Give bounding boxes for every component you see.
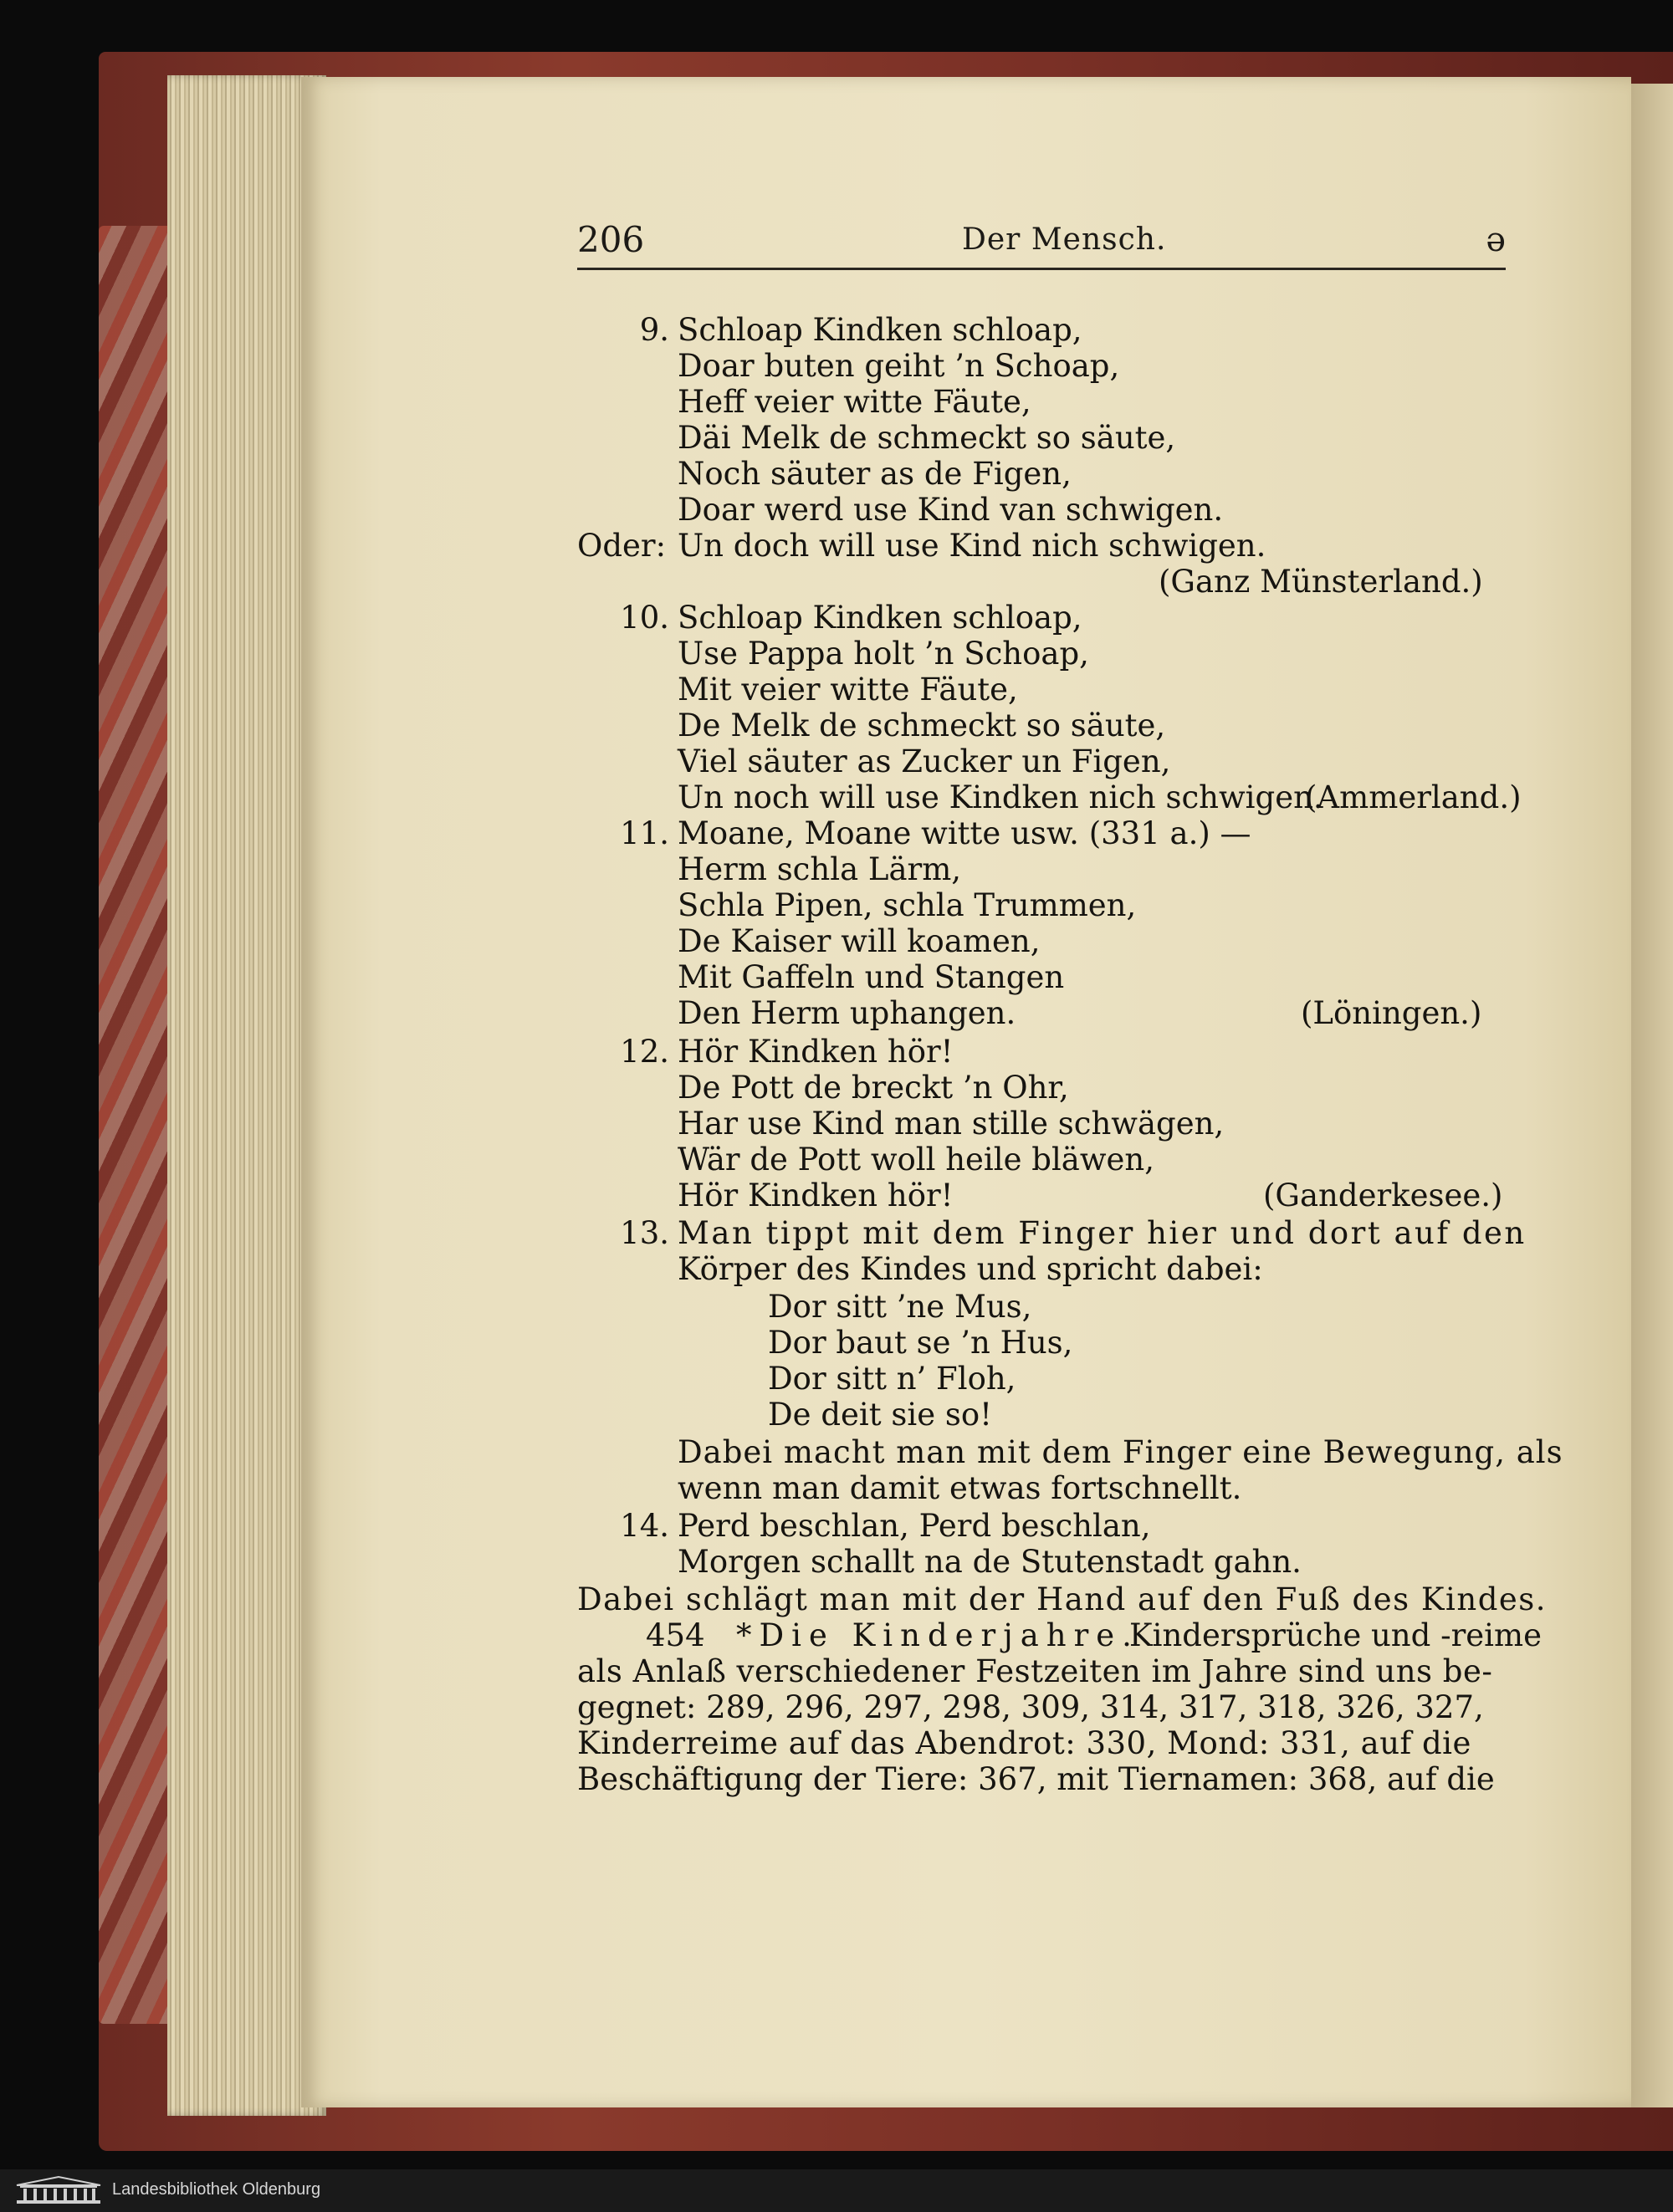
verse-line: De Melk de schmeckt so säute, [678,708,1166,743]
verse-line: Wär de Pott woll heile bläwen, [678,1142,1154,1178]
verse-line: Noch säuter as de Figen, [678,456,1072,492]
verse-line: Hör Kindken hör! [678,1034,954,1070]
prose-line: als Anlaß verschiedener Festzeiten im Jahre sind uns be- [577,1653,1493,1689]
verse-line: Un doch will use Kind nich schwigen. [678,528,1266,564]
footer-bar [0,2169,1673,2212]
verse-line: De Pott de breckt ’n Ohr, [678,1070,1069,1106]
verse-line: Däi Melk de schmeckt so säute, [678,420,1176,456]
library-name: Landesbibliothek Oldenburg [112,2180,321,2199]
page-number: 206 [577,219,645,260]
verse-line: Dor sitt n’ Floh, [768,1361,1016,1397]
section-title: *Die Kinderjahre. [736,1617,1139,1653]
verse-line: Mit veier witte Fäute, [678,672,1018,708]
prose-line: gegnet: 289, 296, 297, 298, 309, 314, 317, 318, 326, 327, [577,1689,1484,1725]
verse-line: De Kaiser will koamen, [678,923,1041,959]
verse-line: Use Pappa holt ’n Schoap, [678,636,1089,672]
prose-line: wenn man damit etwas fortschnellt. [678,1470,1242,1506]
verse-line: Un noch will use Kindken nich schwigen. [678,779,1323,815]
verse-line: Doar werd use Kind van schwigen. [678,492,1224,528]
verse-line: Schla Pipen, schla Trummen, [678,887,1137,923]
source-note: (Ganz Münsterland.) [1159,564,1483,600]
running-title: Der Mensch. [962,222,1167,257]
verse-line: Moane, Moane witte usw. (331 a.) — [678,815,1251,851]
item-number: 11. [620,815,669,851]
verse-line: Perd beschlan, Perd beschlan, [678,1508,1151,1544]
verse-line: Schloap Kindken schloap, [678,312,1082,348]
verse-line: Schloap Kindken schloap, [678,600,1082,636]
prose-line: Kinderreime auf das Abendrot: 330, Mond: 331, auf die [577,1725,1471,1761]
section-number: 454 [646,1617,705,1653]
item-number: 12. [620,1034,669,1070]
verse-line: Mit Gaffeln und Stangen [678,959,1065,995]
oder-label: Oder: [577,528,667,564]
source-note: (Ammerland.) [1305,779,1522,815]
verse-line: Dor baut se ’n Hus, [768,1325,1073,1361]
verse-line: Doar buten geiht ’n Schoap, [678,348,1120,384]
head-mark: ǝ [1486,221,1506,259]
source-note: (Löningen.) [1301,995,1482,1031]
prose-line: Dabei schlägt man mit der Hand auf den Fuß des Kindes. [577,1581,1548,1617]
prose-line: Man tippt mit dem Finger hier und dort auf den [678,1215,1527,1251]
item-number: 9. [639,312,669,348]
verse-line: Viel säuter as Zucker un Figen, [678,743,1171,779]
item-number: 13. [620,1215,669,1251]
item-number: 10. [620,600,669,636]
item-number: 14. [620,1508,669,1544]
verse-line: Den Herm uphangen. [678,995,1016,1031]
verse-line: Herm schla Lärm, [678,851,962,887]
prose-line: Dabei macht man mit dem Finger eine Bewegung, als [678,1434,1563,1470]
library-building-icon [15,2175,102,2205]
prose-line: Körper des Kindes und spricht dabei: [678,1251,1263,1287]
verse-line: Heff veier witte Fäute, [678,384,1031,420]
verse-line: Dor sitt ’ne Mus, [768,1289,1032,1325]
verse-line: Morgen schallt na de Stutenstadt gahn. [678,1544,1302,1580]
verse-line: Har use Kind man stille schwägen, [678,1106,1225,1142]
prose-line: Beschäftigung der Tiere: 367, mit Tiernamen: 368, auf die [577,1761,1495,1797]
prose-line: Kindersprüche und -reime [1129,1617,1542,1653]
verse-line: Hör Kindken hör! [678,1178,954,1213]
source-note: (Ganderkesee.) [1263,1178,1503,1213]
verse-line: De deit sie so! [768,1397,992,1433]
